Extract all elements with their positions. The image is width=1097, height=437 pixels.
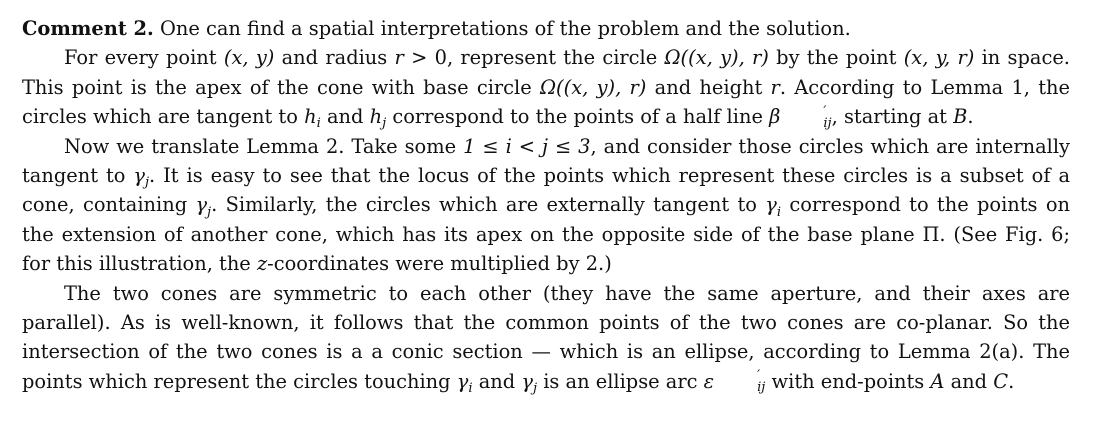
text-run: with end-points (765, 369, 931, 393)
math-subscript: ij (757, 380, 766, 396)
text-run: and (472, 369, 522, 393)
math-radius: r (394, 46, 404, 70)
text-run: . Similarly, the circles which are externally tangent to (211, 193, 766, 217)
text-run: is an ellipse arc (537, 369, 704, 393)
math-prime: ′ (823, 103, 827, 119)
paragraph-cone-intersection (22, 279, 1070, 397)
text-run: correspond to the points on the extension of another cone, which has its apex on the opposite side of the base plane Π. (See Fig. 6; for this illustration, the (22, 193, 1070, 276)
text-run: . It is easy to see that the locus of the points which represent these circles is a subset of a cone, containing (22, 164, 1070, 217)
math-subscript: j (144, 175, 150, 191)
math-height: r (770, 75, 780, 99)
math-subscript: i (776, 204, 782, 220)
text-run: For every point (64, 46, 224, 70)
text-run: and (320, 105, 370, 129)
text-run: Now we translate Lemma 2. Take some (64, 134, 464, 158)
math-subscript: i (316, 116, 321, 132)
comment-paragraph (22, 14, 1070, 43)
math-subscript: j (532, 381, 538, 397)
math-h: h (304, 105, 317, 129)
text-run: and height (646, 75, 771, 99)
math-gamma: γ (195, 193, 208, 217)
math-point-A: A (930, 369, 945, 393)
text-run: , and consider those circles which are internally tangent to (22, 134, 1070, 188)
math-inequality: 1 ≤ i < j ≤ 3 (463, 134, 591, 158)
math-inequality: > 0 (403, 46, 447, 70)
math-point: (x, y) (223, 46, 275, 70)
math-point-B: B (953, 105, 968, 129)
text-run: -coordinates were multiplied by 2.) (267, 252, 612, 276)
math-point-C: C (993, 369, 1009, 393)
math-gamma: γ (521, 369, 533, 393)
math-subscript: j (382, 116, 387, 132)
text-run: . (967, 105, 974, 129)
math-circle-omega: Ω((x, y), r) (539, 75, 647, 99)
text-run: in space. This point is the apex of the cone with base circle (22, 46, 1070, 99)
text-run: and radius (274, 46, 395, 70)
math-gamma: γ (765, 193, 777, 217)
math-z: z (256, 252, 268, 276)
text-run: and (944, 369, 994, 393)
text-run: by the point (768, 46, 904, 70)
math-gamma: γ (456, 369, 469, 393)
comment-heading: Comment 2. (22, 17, 154, 40)
math-supsub (781, 103, 832, 131)
paragraph-lemma-translation (22, 132, 1070, 279)
comment-text: One can find a spatial interpretations of the problem and the solution. (153, 17, 851, 40)
math-subscript: i (468, 381, 473, 397)
math-circle-omega: Ω((x, y), r) (664, 46, 769, 70)
math-h: h (369, 105, 383, 129)
math-prime: ′ (757, 368, 761, 384)
paragraph-cone-representation (22, 43, 1070, 131)
text-run: correspond to the points of a half line (386, 105, 770, 129)
math-beta: β (769, 105, 781, 129)
math-epsilon: ε (703, 369, 715, 393)
text-run: The two cones are symmetric to each other (they have the same aperture, and their axes are parallel). As is well-known, it follows that the common points of the two cones are co-planar. So the intersection of the two cones is a a conic section — which is an ellipse, according to Lemma 2(a). The points which represent the circles touching (22, 281, 1070, 393)
math-gamma: γ (133, 164, 145, 188)
text-run: . (1008, 369, 1015, 393)
text-run: , represent the circle (446, 46, 665, 70)
math-point-3d: (x, y, r) (903, 46, 975, 70)
text-run: , starting at (831, 105, 954, 129)
text-run: . According to Lemma 1, the circles which are tangent to (22, 75, 1070, 129)
math-subscript: j (207, 204, 212, 220)
math-subscript: ij (823, 115, 832, 131)
math-supsub (715, 370, 765, 394)
